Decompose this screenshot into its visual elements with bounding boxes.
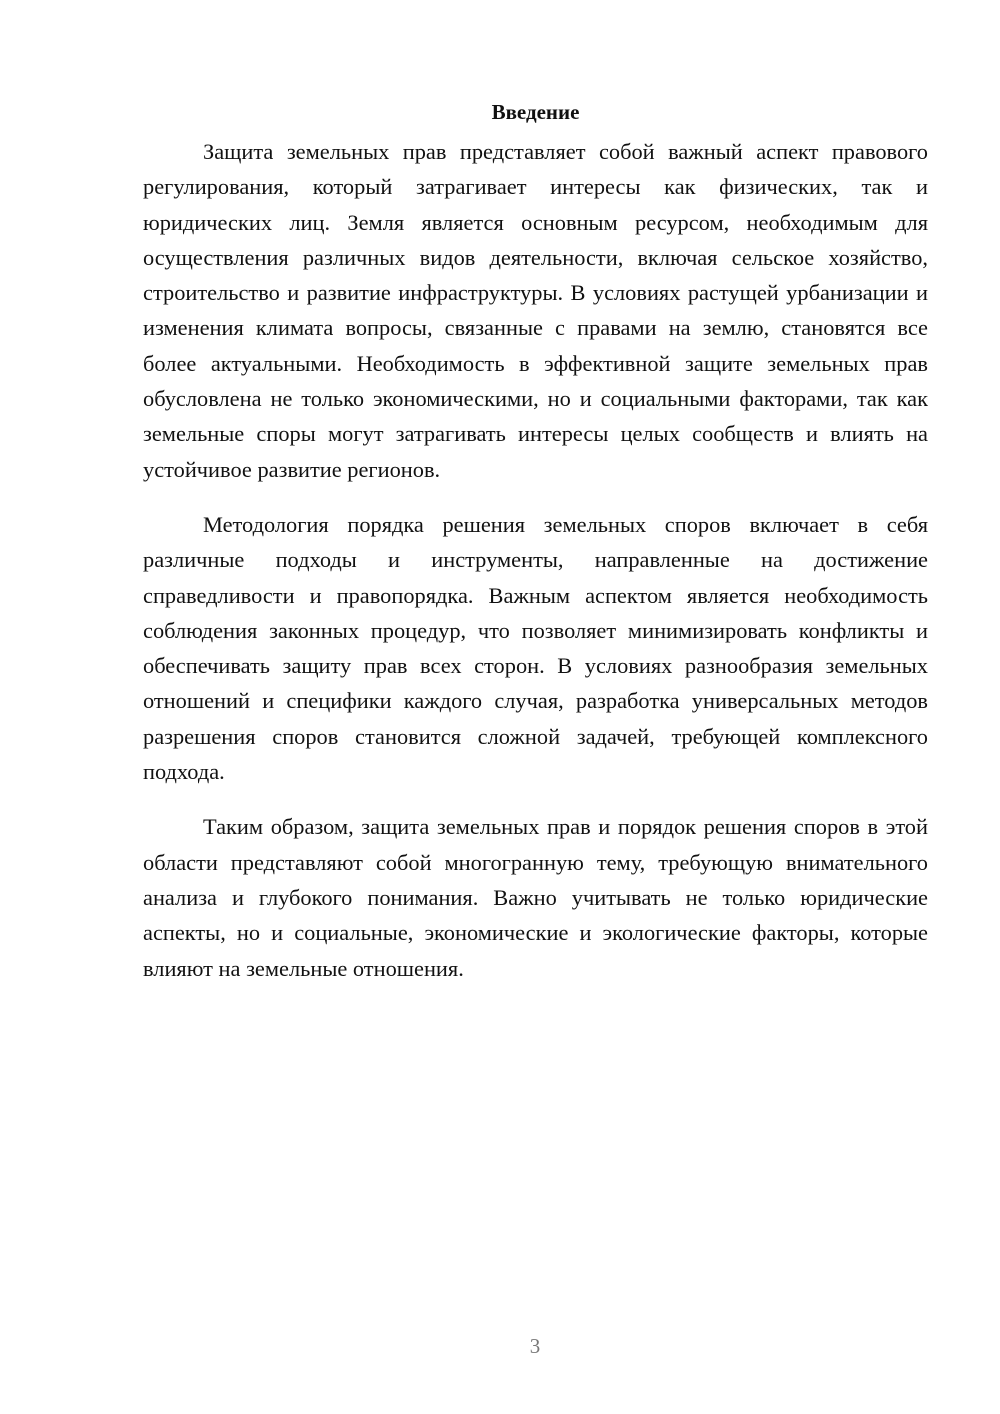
page-number: 3: [529, 1334, 541, 1358]
section-heading: Введение: [491, 100, 580, 124]
page-content: [143, 97, 928, 1006]
paragraph-1: Защита земельных прав представляет собой важный аспект правового регулирования, который затрагивает интересы как физических, так и юридических лиц. Земля является основным ресурсом, необходимым для осуществления различных видов деятельности, включая сельское хозяйство, строительство и развитие инфраструктуры. В условиях растущей урбанизации и изменения климата вопросы, связанные с правами на землю, становятся все более актуальными. Необходимость в эффективной защите земельных прав обусловлена не только экономическими, но и социальными факторами, так как земельные споры могут затрагивать интересы целых сообществ и влиять на устойчивое развитие регионов.: [143, 139, 928, 482]
paragraph-2: Методология порядка решения земельных споров включает в себя различные подходы и инструменты, направленные на достижение справедливости и правопорядка. Важным аспектом является необходимость соблюдения законных процедур, что позволяет минимизировать конфликты и обеспечивать защиту прав всех сторон. В условиях разнообразия земельных отношений и специфики каждого случая, разработка универсальных методов разрешения споров становится сложной задачей, требующей комплексного подхода.: [143, 511, 928, 785]
paragraph-3: Таким образом, защита земельных прав и порядок решения споров в этой области представляют собой многогранную тему, требующую внимательного анализа и глубокого понимания. Важно учитывать не только юридические аспекты, но и социальные, экономические и экологические факторы, которые влияют на земельные отношения.: [143, 814, 928, 981]
